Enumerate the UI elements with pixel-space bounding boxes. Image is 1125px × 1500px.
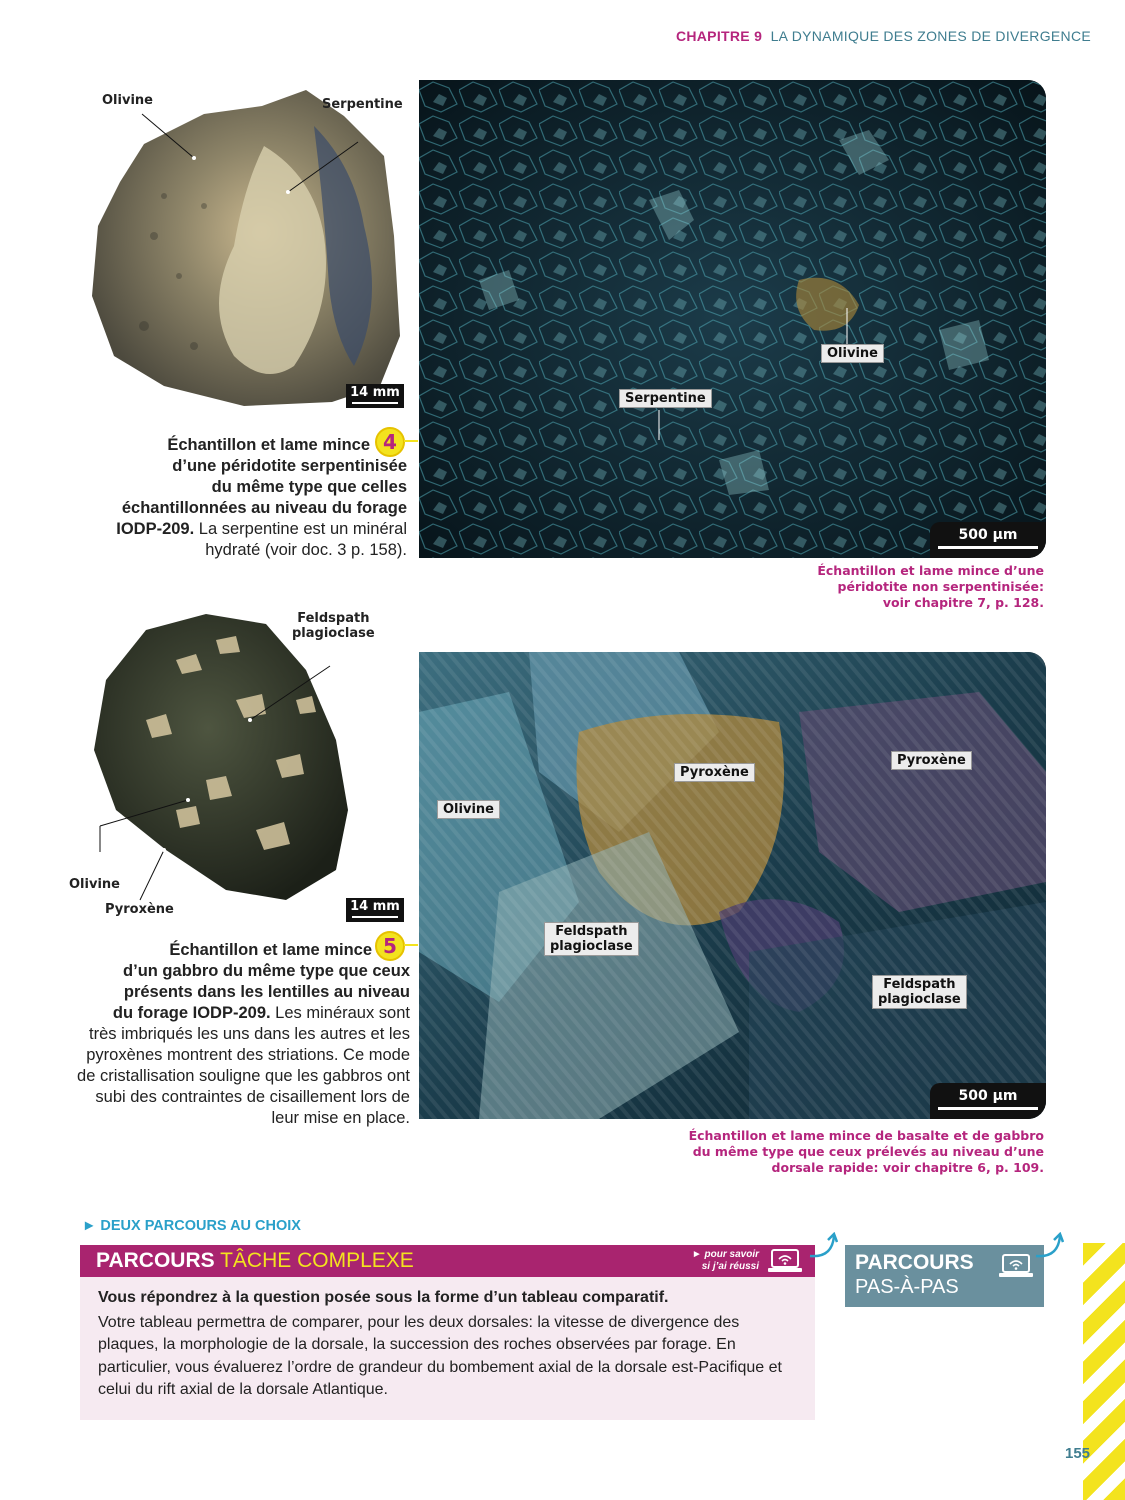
ref-line: voir chapitre 7, p. 128. [882,595,1044,610]
doc4-caption-line1 [80,435,370,456]
laptop-wifi-icon[interactable] [767,1248,803,1274]
caption-bold: du forage IODP-209. [112,1004,271,1022]
label-feldspath-plagioclase [292,611,375,641]
caption-text: hydraté (voir doc. 3 p. 158). [205,541,407,559]
caption-bold: d’un gabbro du même type que ceux [123,962,410,980]
label-serpentine: Serpentine [322,97,403,112]
caption-bold: IODP-209. [116,520,195,538]
gabbro-sample-image [86,610,406,910]
scale-bar-500um: 500 µm [930,522,1046,558]
tag-text: plagioclase [878,992,961,1007]
chapter-number: CHAPITRE 9 [675,28,763,44]
caption-text: La serpentine est un minéral [194,520,407,538]
note-line: ► pour savoir [691,1249,759,1260]
caption-bold: d’une péridotite serpentinisée [172,457,407,475]
parcours-tache-complexe-header[interactable] [80,1245,815,1277]
label-olivine: Olivine [69,877,120,892]
pas-a-pas-word: PAS-À-PAS [855,1276,959,1298]
micro-label-olivine: Olivine [437,800,500,819]
caption-text: leur mise en place. [271,1109,410,1127]
caption-text: subi des contraintes de cisaillement lors de [95,1088,410,1106]
micro-label-feldspath-plagioclase [872,975,967,1009]
micro-label-serpentine: Serpentine [619,389,712,408]
caption-bold: présents dans les lentilles au niveau [123,983,410,1001]
parcours-intro: ► DEUX PARCOURS AU CHOIX [82,1218,301,1234]
caption-text: de cristallisation souligne que les gabbros ont [77,1067,410,1085]
page-number: 155 [1065,1445,1091,1462]
tag-text: Feldspath [883,977,956,992]
ref-line: du même type que ceux prélevés au niveau d’une [692,1144,1044,1159]
ref-line: dorsale rapide: voir chapitre 6, p. 109. [771,1160,1044,1175]
laptop-wifi-icon[interactable] [998,1253,1034,1279]
ref-line: Échantillon et lame mince de basalte et de gabbro [688,1128,1044,1143]
label-pyroxene: Pyroxène [105,902,174,917]
curved-arrow-icon [1032,1232,1064,1260]
doc5-reference [650,1128,1044,1176]
curved-arrow-icon [806,1232,838,1260]
badge-connector [404,440,418,442]
parcours-word: PARCOURS [96,1249,215,1272]
label-text: Feldspath [297,611,370,626]
label-olivine: Olivine [102,93,153,108]
tag-text: Feldspath [555,924,628,939]
scale-bar-14mm: 14 mm [346,384,404,408]
gabbro-thin-section-image [419,652,1046,1119]
document-number-badge: 5 [375,931,405,961]
doc4-caption-body [60,456,407,561]
micro-label-olivine: Olivine [821,344,884,363]
caption-bold: échantillonnées au niveau du forage [121,499,407,517]
tache-complexe-word: TÂCHE COMPLEXE [220,1249,414,1272]
tag-text: plagioclase [550,939,633,954]
micro-label-pyroxene: Pyroxène [674,763,755,782]
ref-line: Échantillon et lame mince d’une [817,563,1044,578]
micro-label-pyroxene: Pyroxène [891,751,972,770]
doc5-caption-body [40,961,410,1129]
caption-text: pyroxènes montrent des striations. Ce mode [86,1046,410,1064]
ref-line: péridotite non serpentinisée: [837,579,1044,594]
label-text: plagioclase [292,626,375,641]
micro-label-feldspath-plagioclase [544,922,639,956]
task-lead: Vous répondrez à la question posée sous la forme d’un tableau comparatif. [98,1289,669,1306]
caption-text: très imbriqués les uns dans les autres et les [89,1025,410,1043]
doc4-reference [700,563,1044,611]
peridotite-sample-image [84,86,402,410]
running-header [676,28,1091,44]
scale-bar-14mm: 14 mm [346,898,404,922]
success-check-note [692,1249,759,1273]
task-line: plaques, la morphologie de la dorsale, la succession des roches observées par forage. En [98,1336,736,1353]
caption-bold: Échantillon et lame mince [169,941,372,959]
badge-connector [404,944,418,946]
doc5-caption-line1 [80,940,372,961]
caption-bold: du même type que celles [211,478,407,496]
note-line: si j’ai réussi [701,1261,759,1272]
document-number-badge: 4 [375,427,405,457]
parcours-pas-a-pas-box[interactable] [845,1245,1044,1307]
chapter-title: LA DYNAMIQUE DES ZONES DE DIVERGENCE [770,28,1091,44]
peridotite-thin-section-image [419,80,1046,558]
caption-text: Les minéraux sont [270,1004,410,1022]
task-line: Votre tableau permettra de comparer, pour les deux dorsales: la vitesse de divergence des [98,1313,740,1331]
task-line: celui du rift axial de la dorsale Atlantique. [98,1381,388,1398]
task-line: particulier, vous évaluerez l’ordre de grandeur du bombement axial de la dorsale est-Pacifique et [98,1358,782,1376]
parcours-word: PARCOURS [855,1251,974,1274]
scale-bar-500um: 500 µm [930,1083,1046,1119]
parcours-tache-complexe-box [80,1245,815,1420]
caption-bold: Échantillon et lame mince [167,436,370,454]
parcours-tache-complexe-body [80,1277,815,1412]
